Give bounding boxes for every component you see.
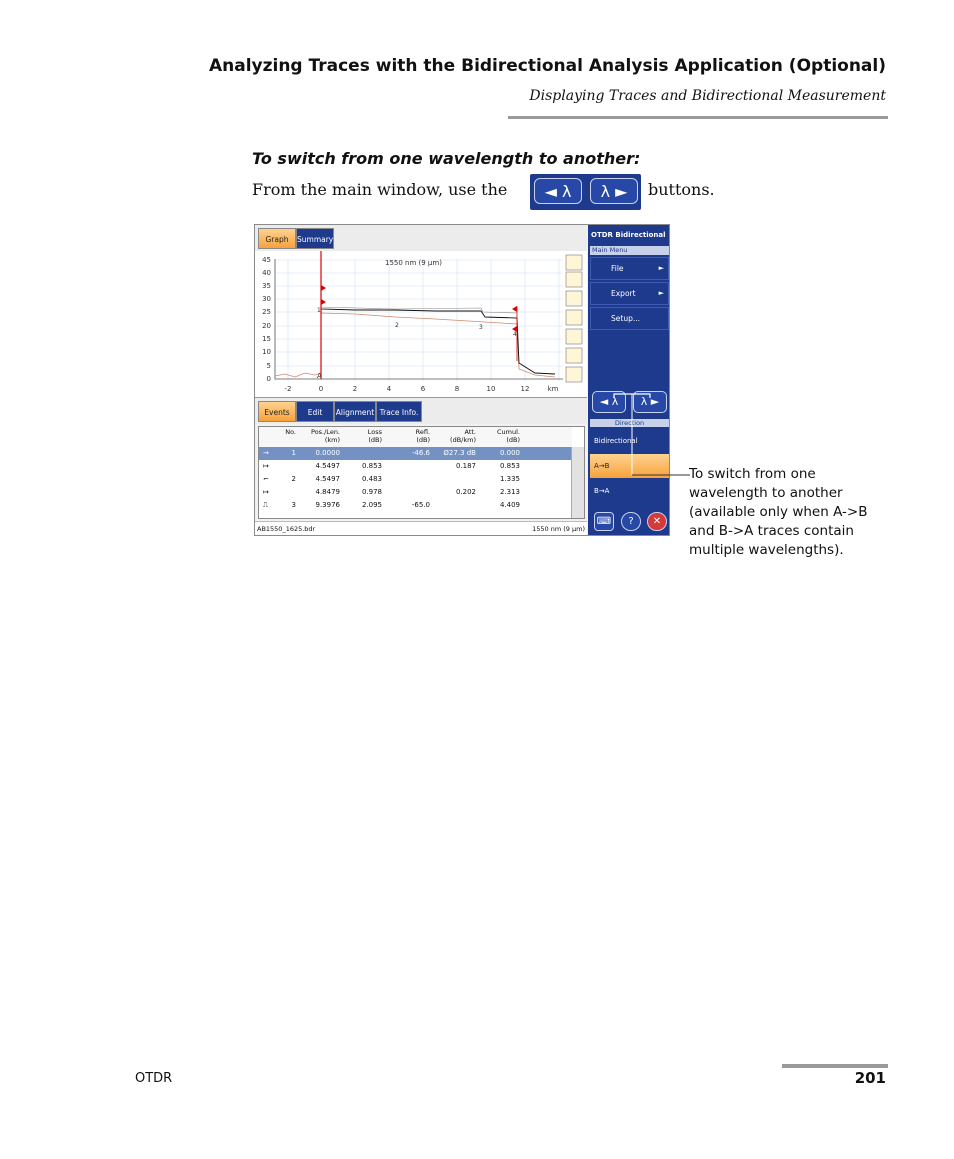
next-wavelength-button[interactable]: λ ► [590,178,638,204]
direction-bidirectional[interactable]: Bidirectional [594,437,638,445]
column-header: Att. (dB/km) [450,428,476,444]
direction-b-to-a[interactable]: B→A [594,487,610,495]
x-tick: 10 [486,385,496,393]
events-table [258,426,585,519]
previous-wavelength-button[interactable]: ◄ λ [592,391,626,413]
main-menu-header: Main Menu [590,246,669,255]
menu-item-setup[interactable]: Setup... [590,307,669,330]
menu-item-file[interactable]: File ► [590,257,669,280]
x-tick: 4 [386,385,392,393]
y-tick: 45 [262,256,271,264]
table-row[interactable]: ↦ 4.5497 0.853 0.187 0.853 [263,462,520,470]
x-tick: 8 [454,385,460,393]
table-scrollbar[interactable] [571,447,584,518]
x-tick: -2 [284,385,292,393]
chevron-right-icon: ► [658,264,664,272]
x-tick: 6 [420,385,426,393]
procedure-text-after: buttons. [648,180,715,199]
callout-leader [610,390,690,480]
column-header: Refl. (dB) [415,428,430,444]
help-icon[interactable]: ? [621,512,641,531]
tab-graph[interactable]: Graph [258,228,296,249]
keyboard-icon[interactable]: ⌨ [594,512,614,531]
column-header: No. [285,428,296,436]
menu-item-export[interactable]: Export ► [590,282,669,305]
direction-a-to-b[interactable]: A→B [590,454,669,478]
wavelength-buttons-image [530,174,641,210]
next-wavelength-button[interactable]: λ ► [633,391,667,413]
section-title: Displaying Traces and Bidirectional Measurement [529,88,886,104]
graph-gridlines [275,259,563,381]
y-tick: 30 [262,295,271,303]
chapter-title: Analyzing Traces with the Bidirectional Analysis Application (Optional) [208,56,886,76]
graph-ticks [262,256,559,393]
tab-summary[interactable]: Summary [296,228,334,249]
tab-edit[interactable]: Edit [296,401,334,422]
page-number: 201 [854,1069,886,1087]
marker-a-label: A [317,372,322,380]
x-tick: 2 [352,385,358,393]
tab-trace-info[interactable]: Trace Info. [376,401,422,422]
view-tabs [255,225,587,251]
panel-title: OTDR Bidirectional [591,231,666,239]
trace-ab [321,303,555,374]
previous-wavelength-button[interactable]: ◄ λ [534,178,582,204]
event-number: 2 [395,322,399,329]
x-unit: km [547,385,559,393]
y-tick: 15 [262,335,271,343]
table-header [259,427,572,448]
status-bar [255,521,587,536]
column-header: Pos./Len. (km) [311,428,340,444]
footer-product: OTDR [135,1071,173,1086]
column-header: Cumul. (dB) [497,428,520,444]
table-row[interactable]: ↦ 4.8479 0.978 0.202 2.313 [263,488,520,496]
y-tick: 0 [266,375,271,383]
x-tick: 12 [520,385,530,393]
event-number: 4 [513,331,517,338]
table-row[interactable]: ⎍ 3 9.3976 2.095 -65.0 4.409 [263,501,520,509]
y-tick: 25 [262,308,271,316]
direction-header: Direction [590,419,669,427]
graph-wavelength-label: 1550 nm (9 µm) [385,259,442,267]
y-tick: 40 [262,269,271,277]
y-tick: 10 [262,348,271,356]
x-tick: 0 [318,385,324,393]
procedure-text-before: From the main window, use the [252,180,508,199]
trace-graph [255,251,587,398]
y-tick: 20 [262,322,271,330]
side-panel [588,225,670,536]
trace-ba [275,313,555,377]
header-rule [508,116,888,119]
otdr-screenshot [254,224,670,536]
procedure-title: To switch from one wavelength to another: [252,149,641,168]
y-tick: 35 [262,282,271,290]
status-filename: AB1550_1625.bdr [257,525,316,533]
event-number: 1 [317,307,321,314]
footer-rule [782,1064,888,1068]
tab-alignment[interactable]: Alignment [334,401,376,422]
tab-events[interactable]: Events [258,401,296,422]
callout-text: To switch from one wavelength to another (available only when A->B and B->A traces contain multiple wavelengths). [689,466,868,558]
event-tabs [255,398,587,424]
table-row[interactable]: → 1 0.0000 -46.6 Ø27.3 dB 0.000 [259,447,572,460]
chevron-right-icon: ► [658,289,664,297]
table-row[interactable]: ⌐ 2 4.5497 0.483 1.335 [263,475,520,483]
y-tick: 5 [266,362,271,370]
column-header: Loss (dB) [367,428,382,444]
event-number: 3 [479,324,483,331]
graph-tools [566,255,582,382]
close-icon[interactable]: ✕ [647,512,667,531]
status-wavelength: 1550 nm (9 µm) [532,525,585,533]
